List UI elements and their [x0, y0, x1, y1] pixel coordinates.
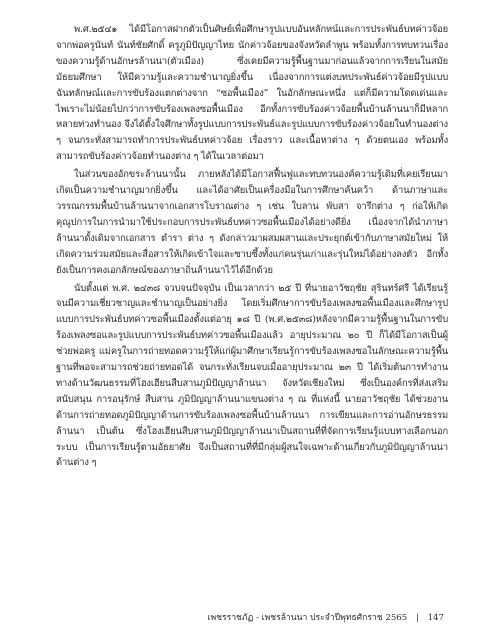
paragraph-2: ในส่วนของอักขระล้านนานั้น ภายหลังได้มีโอกาสฟื้นฟูและทบทวนองค์ความรู้เดิมที่เคยเรียนมา เกิดเป็นความชำนาญมากยิ่งขึ้น และได้อาศัยเป็นเครื่องมือในการศึกษาค้นคว้า ด้านภาษาและวรรณกรรมพื้นบ้านล้านนาจากเอกสารโบราณต่าง ๆ เช่น ใบลาน พับสา จารึกต่าง ๆ ก่อให้เกิดคุณูปการในการนำมาใช้ประกอบการประพันธ์บทค่าวซอพื้นเมืองได้อย่างดียิ่ง เนื่องจากได้นำภาษาล้านนาดั้งเดิมจากเอกสาร ตำรา ต่าง ๆ ดังกล่าวมาผสมผสานและประยุกต์เข้ากับภาษาสมัยใหม่ ให้เกิดความร่วมสมัยและสื่อสารให้เกิดเข้าใจและซาบซึ้งทั้งแก่คนรุ่นเก่าและรุ่นใหม่ได้อย่างลงตัว อีกทั้งยังเป็นการคงเอกลักษณ์ของภาษาถิ่นล้านนาไว้ได้อีกด้วย: [56, 169, 448, 276]
page-footer: [56, 610, 444, 624]
footer-separator: |: [415, 613, 419, 623]
page-number: 147: [427, 613, 444, 623]
footer-title: เพชรราชภัฏ - เพชรล้านนา ประจำปีพุทธศักราช 2565: [207, 613, 408, 623]
paragraph-3: นับตั้งแต่ พ.ศ. ๒๔๓๘ จวบจนปัจจุบัน เป็นเวลากว่า ๒๕ ปี ที่นายอาวัชฤชัย สุรินทร์ศรี ได้เรียนรู้จนมีความเชี่ยวชาญและชำนาญเป็นอย่างยิ่ง โดยเริ่มศึกษาการขับร้องเพลงซอพื้นเมืองและศึกษารูปแบบการประพันธ์บทค่าวซอพื้นเมืองตั้งแต่อายุ ๑๘ ปี (พ.ศ.๒๕๓๘)หลังจากมีความรู้พื้นฐานในการขับร้องเพลงซอและรูปแบบการประพันธ์บทค่าวซอพื้นเมืองแล้ว อายุประมาณ ๒๐ ปี ก็ได้มีโอกาสเป็นผู้ช่วยพ่อครู แม่ครูในการถ่ายทอดความรู้ให้แก่ผู้มาศึกษาเรียนรู้การขับร้องเพลงซอในลักษณะความรู้พื้นฐานที่พอจะสามารถช่วยถ่ายทอดได้ จนกระทั่งเรียนจบเมื่ออายุประมาณ ๒๓ ปี ได้เริ่มต้นการทำงานทางด้านวัฒนธรรมที่โฮงเฮียนสืบสานภูมิปัญญาล้านนา จังหวัดเชียงใหม่ ซึ่งเป็นองค์กรที่ส่งเสริม สนับสนุน การอนุรักษ์ สืบสาน ภูมิปัญญาล้านนาแขนงต่าง ๆ ณ ที่แห่งนี้ นายอาวัชฤชัย ได้ช่วยงานด้านการถ่ายทอดภูมิปัญญาด้านการขับร้องเพลงซอพื้นบ้านล้านนา การเขียนและการอ่านอักษรธรรมล้านนา เป็นต้น ซึ่งโฮงเฮียนสืบสานภูมิปัญญาล้านนาเป็นสถานที่ที่จัดการเรียนรู้แบบทางเลือกนอกระบบ เป็นการเรียนรู้ตามอัธยาศัย จึงเป็นสถานที่ที่มีกลุ่มผู้สนใจเฉพาะด้านเกี่ยวกับภูมิปัญญาล้านนาด้านต่าง ๆ: [56, 282, 448, 469]
body-text: [56, 22, 448, 473]
paragraph-1: พ.ศ.๒๕๔๑ ได้มีโอกาสฝากตัวเป็นศิษย์เพื่อศึกษารูปแบบอันหลักหน์และการประพันธ์บทค่าวจ้อยจากพ่อครูนันท์ นันท์ชัยศักดิ์ ครูภูมิปัญญาไทย นักค่าวจ้อยของจังหวัดลำพูน พร้อมทั้งการทบทวนเรื่องของความรู้ด้านอักษรล้านนา(ตัวเมือง) ซึ่งเคยมีความรู้พื้นฐานมาก่อนแล้วจากการเรียนในสมัยมัธยมศึกษา ให้มีความรู้และความชำนาญยิ่งขึ้น เนื่องจากการแต่งบทประพันธ์ค่าวจ้อยมีรูปแบบฉันทลักษณ์และการขับร้องแตกต่างจาก “ซอพื้นเมือง” ในอักลักษณะหนึ่ง แต่ก็มีความโดดเด่นและไพเราะไม่น้อยไปกว่าการขับร้องเพลงซอพื้นเมือง อีกทั้งการขับร้องค่าวจ้อยพื้นบ้านล้านนาก็มีหลากหลายท่วงทำนอง จึงได้ตั้งใจศึกษาทั้งรูปแบบการประพันธ์และรูปแบบการขับร้องค่าวจ้อยในทำนองต่าง ๆ จนกระทั่งสามารถทำการประพันธ์บทค่าวจ้อย เรื่องราว และเนื้อหาต่าง ๆ ด้วยตนเอง พร้อมทั้งสามารถขับร้องค่าวจ้อยทำนองต่าง ๆ ได้ในเวลาต่อมา: [56, 24, 448, 163]
